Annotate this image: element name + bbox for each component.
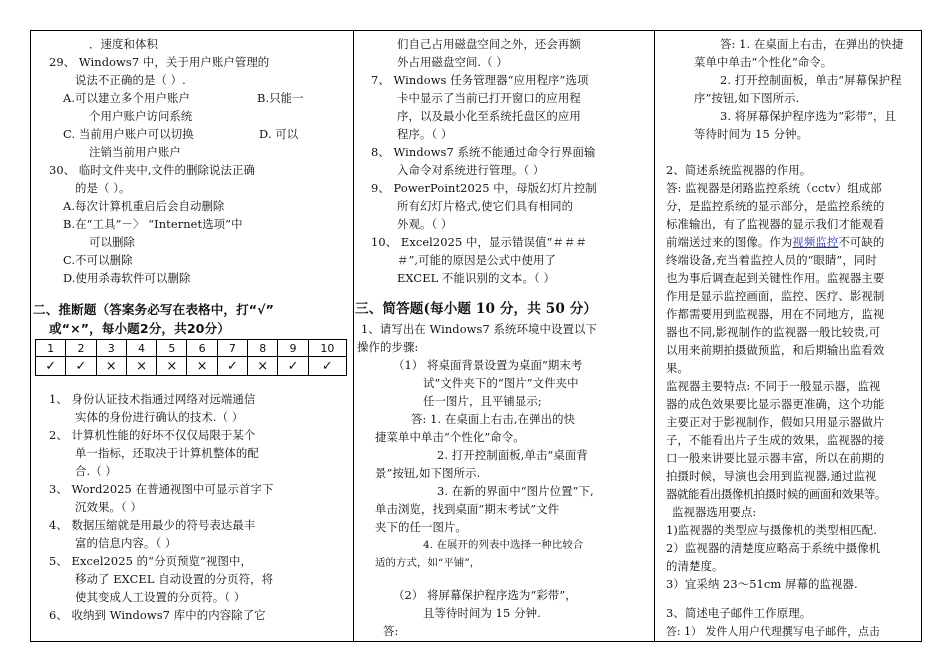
text-line: 可以删除	[89, 235, 135, 249]
text-line: 分，是监控系统的显示部分，是监控系统的	[666, 199, 885, 213]
answer-mark: ✓	[217, 357, 247, 376]
video-surveillance-link[interactable]: 视频监控	[792, 235, 839, 249]
text-line: 等待时间为 15 分钟。	[694, 127, 809, 141]
text-line: 以用来前期拍摄做预监，和后期输出监看效	[666, 343, 885, 357]
text-line: 注销当前用户账户	[89, 145, 181, 159]
option-d: D.使用杀毒软件可以删除	[63, 271, 191, 285]
text-line: 3. 在新的界面中“图片位置”下,	[437, 484, 594, 498]
answer-number: 6	[187, 340, 217, 357]
answer-text: 答: 1） 发件人用户代理撰写电子邮件，点击	[666, 625, 880, 638]
text-line: 标准输出，有了监视器的显示我们才能观看	[666, 217, 885, 231]
text-line: 试”文件夹下的“图片”文件夹中	[423, 376, 579, 390]
text-line: 菜单中单击“个性化”命令。	[694, 55, 833, 69]
answer-mark: ×	[157, 357, 187, 376]
text-line: 所有幻灯片格式,使它们具有相同的	[397, 199, 574, 213]
option-c: C.不可以删除	[63, 253, 133, 267]
text-line: 合.（ ）	[75, 464, 117, 478]
text-line: 主要正对于影视制作，假如只用显示器做片	[666, 415, 885, 429]
judge-9: 9、 PowerPoint2025 中，母版幻灯片控制	[371, 181, 597, 195]
text-line: 口一般来讲要比显示器丰富，所以在前期的	[666, 451, 885, 465]
answer-number: 5	[157, 340, 187, 357]
option-d: D. 可以	[259, 127, 299, 141]
text-line: 监视器主要特点: 不同于一般显示器，监视	[666, 379, 881, 393]
judge-6: 6、 收纳到 Windows7 库中的内容除了它	[49, 608, 266, 622]
text-line: 使其变成人工设置的分页符。（ ）	[75, 590, 246, 604]
judge-10: 10、 Excel2025 中，显示错误值“＃＃＃	[371, 235, 587, 249]
judge-3: 3、 Word2025 在普通视图中可显示首字下	[49, 482, 274, 496]
answer-text: 答: 1. 在桌面上右击,在弹出的快	[411, 412, 576, 426]
answer-number: 3	[96, 340, 126, 357]
answer-mark-row	[36, 357, 347, 376]
text-line: ＃”,可能的原因是公式中使用了	[397, 253, 557, 267]
text-line: 捷菜单中单击“个性化”命令。	[375, 430, 525, 444]
answer-label: 答:	[383, 624, 399, 638]
option-b: B.只能一	[257, 91, 304, 105]
text-segment: 不可缺的	[838, 235, 885, 249]
text-line: 作用是显示监控画面，监控、医疗、影视制	[666, 289, 885, 303]
text-line: 操作的步骤:	[357, 340, 419, 354]
answer-table	[35, 339, 347, 376]
text-line: 也为事后调查起到关键性作用。监视器主要	[666, 271, 885, 285]
short-answer-2: 2、简述系统监视器的作用。	[666, 163, 812, 177]
text-line: 卡中显示了当前已打开窗口的应用程	[397, 91, 581, 105]
exam-page	[30, 30, 922, 642]
text-line: 单击浏览，找到桌面“期末考试”文件	[375, 502, 560, 516]
text-line: 说法不正确的是（ ）.	[75, 73, 186, 87]
option-c: C. 当前用户账户可以切换	[63, 127, 194, 141]
text-line: 适的方式，如“平铺”，	[375, 557, 481, 569]
text-segment: 前端送过来的图像。作为	[666, 235, 793, 249]
answer-number: 2	[66, 340, 96, 357]
judge-8: 8、 Windows7 系统不能通过命令行界面输	[371, 145, 596, 159]
judge-4: 4、 数据压缩就是用最少的符号表达最丰	[49, 518, 256, 532]
answer-number: 1	[36, 340, 66, 357]
answer-number: 9	[278, 340, 308, 357]
text-line: 且等待时间为 15 分钟.	[423, 606, 541, 620]
text-line: 器就能看出摄像机拍摄时候的画面和效果等。	[666, 487, 886, 501]
text-line: 沉效果。（ ）	[75, 500, 142, 514]
column-middle	[353, 31, 655, 641]
column-left	[31, 31, 354, 641]
text-line: 的是（ ）。	[75, 181, 131, 195]
answer-text: 答: 监视器是闭路监控系统（cctv）组成部	[666, 181, 882, 195]
judge-1: 1、 身份认证技术指通过网络对远端通信	[49, 392, 256, 406]
answer-number: 7	[217, 340, 247, 357]
text-line: 3. 将屏幕保护程序选为“彩带”，且	[720, 109, 897, 123]
text-line: 1)监视器的类型应与摄像机的类型相匹配.	[666, 523, 877, 537]
text-line: 景”按钮,如下图所示.	[375, 466, 481, 480]
text-line: 果。	[666, 361, 689, 375]
answer-mark: ×	[126, 357, 156, 376]
text-line: 入命令对系统进行管理。（ ）	[397, 163, 545, 177]
text-line: 单一指标，还取决于计算机整体的配	[75, 446, 259, 460]
text-line: 们自己占用磁盘空间之外，还会再额	[397, 37, 581, 51]
text-line: 作都需要用到监视器，用在不同地方，监视	[666, 307, 885, 321]
section-2-title: 二、推断题（答案务必写在表格中，打“√”	[33, 302, 275, 317]
text-line: 外占用磁盘空间.（ ）	[397, 55, 508, 69]
text-line: 序”按钮,如下图所示.	[694, 91, 800, 105]
answer-number: 4	[126, 340, 156, 357]
option-a: A.每次计算机重启后会自动删除	[63, 199, 225, 213]
answer-mark: ×	[248, 357, 278, 376]
text-line: 4. 在展开的列表中选择一种比较合	[423, 539, 584, 551]
text-line: 移动了 EXCEL 自动设置的分页符，将	[75, 572, 274, 586]
text-line: 2. 打开控制面板，单击“屏幕保护程	[720, 73, 902, 87]
answer-mark: ×	[96, 357, 126, 376]
text-line: 实体的身份进行确认的技术.（ ）	[75, 410, 244, 424]
text-line: 子，不能看出片子生成的效果，监视器的接	[666, 433, 885, 447]
answer-mark: ✓	[66, 357, 96, 376]
text-line: ．速度和体积	[89, 37, 158, 51]
text-line: 监视器选用要点:	[672, 505, 757, 519]
short-answer-1: 1、请写出在 Windows7 系统环境中设置以下	[361, 322, 597, 336]
judge-7: 7、 Windows 任务管理器“应用程序”选项	[371, 73, 589, 87]
text-line: 的清楚度。	[666, 559, 724, 573]
judge-5: 5、 Excel2025 的“分页预览”视图中，	[49, 554, 252, 568]
answer-number: 8	[248, 340, 278, 357]
section-3-title: 三、简答题(每小题 10 分，共 50 分）	[355, 301, 598, 317]
short-answer-3: 3、简述电子邮件工作原理。	[666, 606, 812, 620]
sub-question-1: （1） 将桌面背景设置为桌面“期末考	[393, 358, 583, 372]
answer-number: 10	[308, 340, 346, 357]
answer-number-row	[36, 340, 347, 357]
answer-mark: ✓	[308, 357, 346, 376]
text-line: 2）监视器的清楚度应略高于系统中摄像机	[666, 541, 881, 555]
text-line: 器的成色效果要比显示器更准确，这个功能	[666, 397, 885, 411]
text-line: 个用户账户访问系统	[89, 109, 193, 123]
answer-mark: ×	[187, 357, 217, 376]
text-line: 3）宜采纳 23～51cm 屏幕的监视器.	[666, 577, 858, 591]
judge-2: 2、 计算机性能的好坏不仅仅局限于某个	[49, 428, 256, 442]
text-line: 夹下的任一图片。	[375, 520, 467, 534]
text-line: 器也不同,影视制作的监视器一般比较贵,可	[666, 325, 881, 339]
answer-mark: ✓	[278, 357, 308, 376]
column-right	[654, 31, 923, 641]
option-a: A.可以建立多个用户账户	[63, 91, 190, 105]
text-line: 富的信息内容。（ ）	[75, 536, 177, 550]
text-line: 任一图片，且平铺显示;	[423, 394, 542, 408]
text-line: 序，以及最小化至系统托盘区的应用	[397, 109, 581, 123]
text-line	[666, 234, 884, 251]
text-line: EXCEL 不能识别的文本。（ ）	[397, 271, 555, 285]
text-line: 2. 打开控制面板,单击“桌面背	[437, 448, 588, 462]
option-b: B.在“工具”－〉 “Internet选项”中	[63, 217, 243, 231]
question-30: 30、 临时文件夹中,文件的删除说法正确	[49, 163, 255, 177]
section-2-subtitle: 或“×”，每小题2分，共20分）	[49, 321, 230, 336]
text-line: 终端设备,充当着监控人员的“眼睛”，同时	[666, 253, 877, 267]
sub-question-2: （2） 将屏幕保护程序选为“彩带”，	[393, 588, 577, 602]
text-line: 外观。（ ）	[397, 217, 453, 231]
answer-mark: ✓	[36, 357, 66, 376]
answer-text: 答: 1. 在桌面上右击，在弹出的快捷	[720, 37, 904, 51]
text-line: 程序。（ ）	[397, 127, 453, 141]
question-29: 29、 Windows7 中，关于用户账户管理的	[49, 55, 270, 69]
text-line: 拍摄时候，导演也会用到监视器,通过监视	[666, 469, 877, 483]
